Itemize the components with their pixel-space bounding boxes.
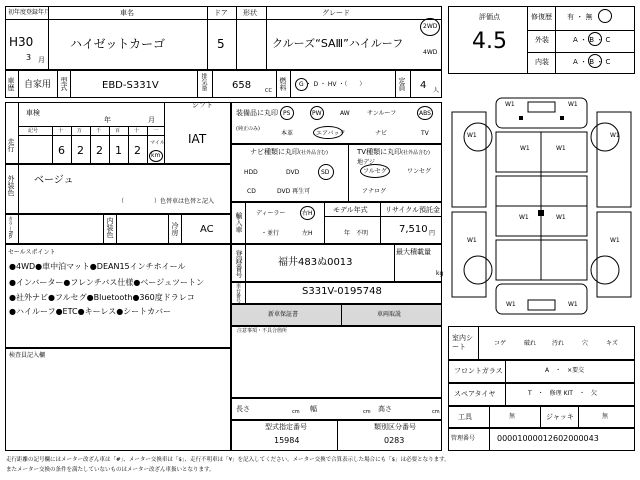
displacement-value: 658	[232, 80, 252, 91]
import-parallel: ・並行	[261, 230, 280, 237]
chassis-label: 車台番号	[235, 283, 241, 303]
import-dealer: ディーラー	[256, 210, 286, 217]
registration-label: 登録番号	[235, 250, 243, 278]
mark-w1-7: W1	[519, 214, 529, 221]
equip-sunroof: サンルーフ	[367, 110, 397, 117]
equip-tv: TV	[421, 130, 429, 137]
equip-aw: AW	[340, 110, 350, 117]
mileage-digit-2: 2	[77, 144, 84, 157]
exterior-options: A ・ B ・ C	[573, 36, 611, 44]
length-unit: cm	[292, 409, 300, 415]
windshield-opts: A ・ ×要交	[545, 367, 585, 374]
model-value: EBD-S331V	[102, 80, 159, 91]
width-unit: cm	[363, 409, 371, 415]
chassis-value: S331V-0195748	[302, 286, 382, 297]
new-car-warranty: 新車保証書	[268, 311, 299, 318]
footer-line-1: 走行距離の記号欄にはメーター改ざん車は「#」、メーター交換車は「$」、走行不明車は「¥」を記入してください。メーター交換で合算表示した場合にも「$」は必要となります。	[6, 457, 450, 463]
import-right: 右H	[302, 210, 313, 217]
first-reg-label: 初年度登録年月	[8, 9, 51, 16]
ac-label: 冷房	[171, 222, 179, 236]
equip-navi: ナビ	[375, 130, 388, 137]
seat-opt-3: 穴	[582, 340, 589, 347]
inspection-label: 車検	[26, 109, 40, 117]
recycle-unit: 円	[429, 230, 436, 237]
mark-w1-5: W1	[520, 145, 530, 152]
car-name: ハイゼットカーゴ	[70, 37, 166, 51]
car-name-label: 車名	[120, 9, 134, 17]
month-unit: 月	[38, 56, 45, 64]
max-load-unit: kg	[436, 270, 444, 277]
sales-point-line-2: ●インバーター●フレンチバス仕様●ベージュツートン	[9, 278, 205, 287]
ac-value: AC	[200, 224, 214, 235]
tools-value: 無	[509, 413, 516, 420]
equip-ps: PS	[283, 110, 291, 117]
sales-point-line-1: ●4WD●車中泊マット●DEAN15インチホイール	[9, 262, 186, 271]
navi-title: ナビ種類に丸印(社外品含む)	[250, 148, 328, 156]
registration-value: 福井483ぬ0013	[278, 257, 353, 268]
capacity-unit: 人	[433, 87, 440, 94]
doors-value: 5	[217, 37, 225, 51]
interior-options: A ・ B ・ C	[573, 58, 611, 66]
sales-point-label: セールスポイント	[8, 249, 56, 256]
doors-label: ドア	[214, 9, 228, 17]
height-unit: cm	[432, 409, 440, 415]
mark-w1-3: W1	[505, 101, 515, 108]
inspection-month: 月	[148, 116, 155, 124]
import-label: 輸入車	[235, 212, 243, 233]
shift-value: IAT	[188, 132, 207, 146]
mileage-unit-4: 百	[115, 128, 121, 134]
repair-options: 有 ・ 無	[567, 13, 593, 21]
height-label: 高さ	[378, 405, 392, 413]
first-reg-month: 3	[26, 53, 32, 62]
mileage-unit-0: 記号	[28, 128, 39, 134]
mileage-digit-1: 6	[58, 144, 65, 157]
model-year-label: モデル年式	[333, 206, 368, 214]
color-value: ベージュ	[34, 175, 74, 186]
manual-label: 車両取説	[377, 311, 402, 318]
seat-opt-0: コゲ	[494, 340, 507, 347]
score-value: 4.5	[472, 29, 507, 54]
tv-title: TV種類に丸印(社外品含む)	[357, 148, 430, 156]
mark-w1-10: W1	[610, 237, 620, 244]
mark-w1-12: W1	[568, 301, 578, 308]
seat-opt-2: 汚れ	[552, 340, 565, 347]
management-value: 00001000012602000043	[497, 434, 599, 443]
notes-block	[231, 326, 442, 398]
import-left: 左H	[302, 230, 313, 237]
equip-leather: 本革	[281, 130, 294, 137]
capacity-label: 定員	[398, 77, 406, 91]
mileage-digit-3: 2	[96, 144, 103, 157]
km-label: km	[151, 152, 161, 159]
type-designation-label: 型式指定番号	[265, 423, 307, 431]
fuel-label: 燃料	[279, 77, 287, 91]
color-note: （ ）色替車は色替と記入	[118, 198, 215, 205]
mark-w1-9: W1	[467, 237, 477, 244]
recycle-value: 7,510	[399, 224, 428, 235]
navi-hdd: HDD	[244, 169, 258, 176]
tv-oneseg: ワンセグ	[407, 168, 432, 175]
mark-w1-2: W1	[610, 132, 620, 139]
capacity-value: 4	[420, 80, 427, 91]
seat-opt-1: 破れ	[524, 340, 537, 347]
tv-chideji: 地デジ	[357, 159, 375, 166]
fuel-options: G ・ D ・ HV ・（ ）	[299, 81, 366, 88]
equipment-sub: (純正のみ)	[236, 126, 260, 132]
equipment-label: 装備品に丸印	[236, 109, 278, 117]
mark-w1-8: W1	[556, 214, 566, 221]
mileage-unit-3: 千	[96, 128, 102, 134]
cc-unit: CC	[265, 88, 272, 94]
interior-color-label: 内装色	[106, 217, 114, 238]
recycle-label: リサイクル預託金	[385, 206, 441, 214]
navi-sd: SD	[321, 169, 330, 176]
model-year-value: 年 不明	[344, 230, 369, 237]
vehicle-use: 自家用	[24, 80, 52, 90]
shift-label: シフト	[192, 101, 213, 109]
mile-label: マイル	[150, 140, 165, 146]
mileage-unit-1: 十	[58, 128, 64, 134]
drive-4wd: 4WD	[423, 49, 438, 56]
equip-abs: ABS	[419, 110, 431, 117]
mark-w1-1: W1	[467, 132, 477, 139]
model-label: 型式	[60, 77, 68, 91]
seat-opt-4: キズ	[606, 340, 618, 347]
inspector-label: 検査員記入欄	[9, 352, 46, 359]
mileage-unit-5: 十	[134, 128, 140, 134]
interior-label: 内装	[535, 58, 549, 66]
sales-point-line-3: ●社外ナビ●フルセグ●Bluetooth●360度ドラレコ	[9, 293, 195, 302]
navi-cd: CD	[247, 188, 256, 195]
spare-opts: T ・ 修理 KIT ・ 欠	[528, 390, 597, 397]
type-designation-value: 15984	[274, 436, 300, 445]
color-label: 外装色	[7, 175, 15, 196]
navi-dvd: DVD	[286, 169, 300, 176]
jack-label: ジャッキ	[546, 413, 574, 421]
drive-2wd: 2WD	[423, 23, 438, 30]
management-label: 管理番号	[451, 435, 476, 442]
exterior-circle	[588, 32, 602, 46]
mileage-label: 走行	[7, 138, 15, 152]
vehicle-label: 車歴	[7, 77, 15, 91]
windshield-label: フロントガラス	[454, 367, 503, 375]
displacement-label: 排気量	[200, 73, 207, 91]
notes-label: 注意事項・不具合箇所	[237, 328, 288, 334]
mark-w1-6: W1	[556, 145, 566, 152]
length-label: 長さ	[236, 405, 250, 413]
mileage-unit-2: 万	[77, 128, 83, 134]
grade-value: クルーズ“SAⅢ”ハイルーフ	[272, 37, 404, 50]
navi-dvd-play: DVD 再生可	[277, 188, 311, 195]
mileage-digit-4: 1	[115, 144, 122, 157]
tools-label: 工具	[458, 413, 472, 421]
shape-label: 形状	[243, 9, 257, 17]
mileage-unit-6: 一	[153, 128, 159, 134]
warranty-block	[231, 304, 442, 326]
mark-w1-4: W1	[568, 101, 578, 108]
exterior-label: 外装	[535, 36, 549, 44]
score-label: 評価点	[479, 13, 500, 21]
jack-value: 無	[602, 413, 609, 420]
car-diagram	[448, 92, 635, 322]
repair-circle	[598, 9, 612, 23]
color-no-label: カラーNo.	[7, 216, 13, 240]
color-block	[5, 164, 231, 214]
repair-label: 修復歴	[531, 13, 552, 21]
width-label: 幅	[310, 405, 317, 413]
category-value: 0283	[384, 436, 405, 445]
max-load-label: 最大積載量	[396, 248, 431, 256]
tv-analog: アナログ	[362, 188, 387, 195]
first-reg-year: H30	[9, 35, 34, 49]
sales-point-line-4: ●ハイルーフ●ETC●キーレス●シートカバー	[9, 307, 171, 316]
interior-circle	[588, 54, 602, 68]
dimensions-block	[231, 398, 442, 420]
seat-label: 室内シート	[452, 334, 473, 352]
grade-label: グレード	[322, 9, 350, 17]
mark-w1-11: W1	[506, 301, 516, 308]
inspection-year: 年	[104, 116, 111, 124]
footer-line-2: またメーター交換の条件を満たしていないものはメーター改ざん車扱いとなります。	[6, 467, 215, 473]
equip-airbag: エアバック	[316, 130, 346, 137]
tv-fullseg: フルセグ	[363, 168, 387, 175]
inspector-block	[5, 348, 231, 451]
color-no-block	[5, 214, 231, 244]
spare-label: スペアタイヤ	[454, 390, 496, 398]
category-label: 類別区分番号	[374, 423, 416, 431]
mileage-digit-5: 2	[134, 144, 141, 157]
equip-pw: PW	[312, 110, 322, 117]
